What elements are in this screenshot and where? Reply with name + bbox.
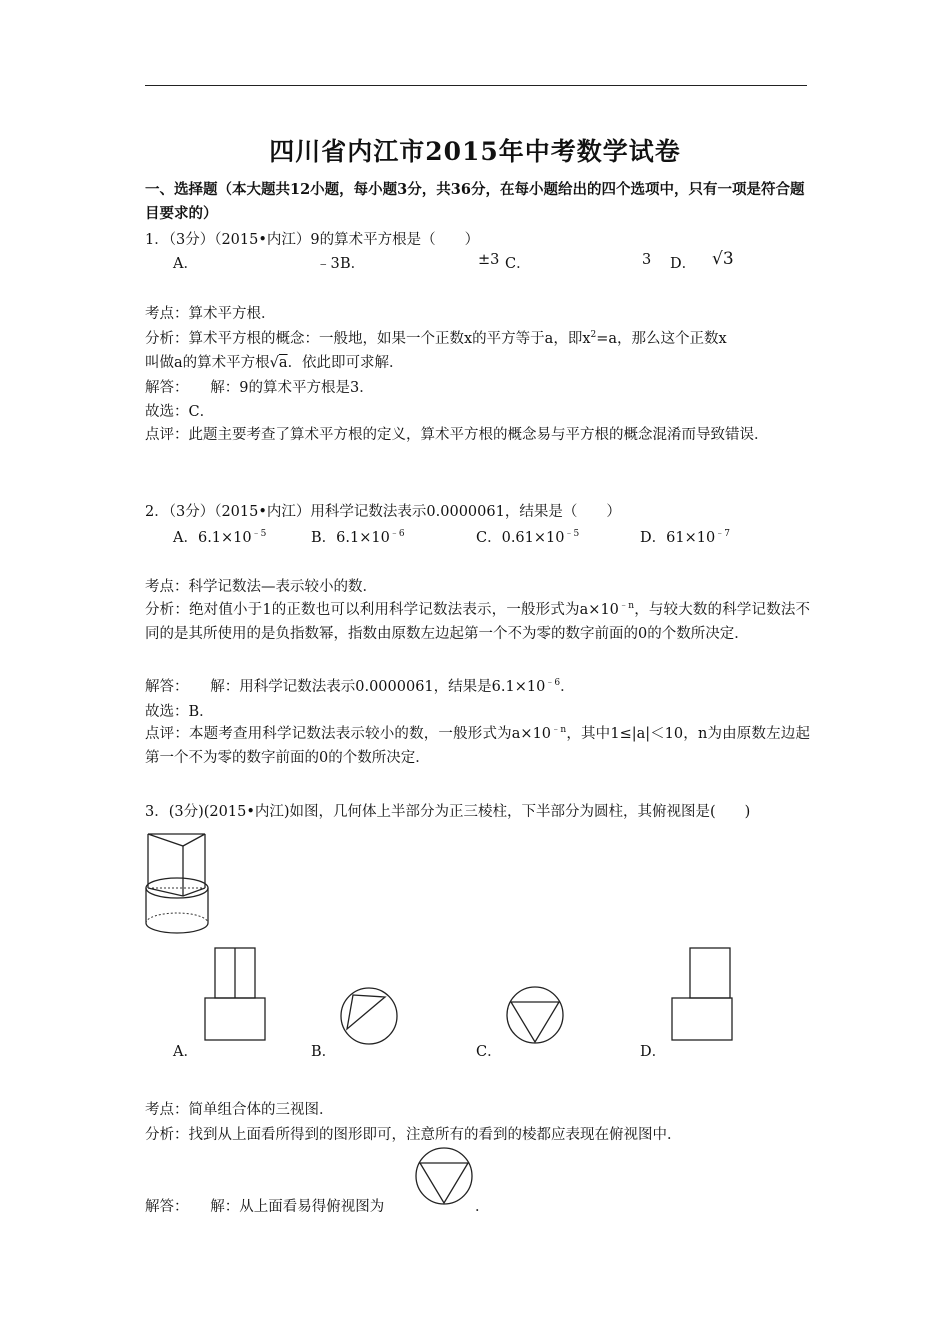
q3-answer-figure [413,1145,475,1207]
q2-jieda: 解答： 解：用科学记数法表示0.0000061，结果是$6.1\times 10^{﹣6}$． [145,678,575,695]
q3-option-b-label: B． [311,1044,337,1060]
q1-dianping: 点评：此题主要考查了算术平方根的定义，算术平方根的概念易与平方根的概念混淆而导致错误． [145,427,769,443]
q2-kaodian: 考点：科学记数法—表示较小的数． [145,579,377,595]
q2-option-c: C．$0.61\times 10^{﹣5}$ [476,529,580,546]
q1-fenxi-line2: 叫做a的算术平方根√a．依此即可求解． [145,355,404,371]
q3-jieda: 解答： 解：从上面看易得俯视图为 [145,1199,385,1215]
header-rule [145,85,807,86]
q1-option-d-value: √3 [712,249,734,269]
q1-option-c-label: C． [505,256,531,272]
q3-option-c-figure [504,984,566,1046]
q3-option-d-label: D． [640,1044,667,1060]
q1-guxuan: 故选：C． [145,404,215,420]
q1-option-a-label: A． [173,256,198,272]
q2-dianping: 点评：本题考查用科学记数法表示较小的数，一般形式为$a\times 10^{﹣n}$，其中1≤|a|＜10，n为由原数左边起第一个不为零的数字前面的0的个数所决定． [145,725,810,766]
page-title: 四川省内江市2015年中考数学试卷 [269,137,681,166]
sqrt-a-symbol: √a [269,355,288,371]
q1-option-c-value: 3 [642,252,652,268]
q1-option-a-value: ﹣3 [316,256,340,272]
q1-jieda: 解答： 解：9的算术平方根是3． [145,380,374,396]
q2-guxuan: 故选：B． [145,704,214,720]
q3-option-d-figure [670,945,736,1045]
q1-fenxi-line1: 分析：算术平方根的概念：一般地，如果一个正数x的平方等于a，即$x^2=a$，那么这个正数x [145,330,727,347]
q3-option-a-label: A． [173,1044,198,1060]
q3-option-a-figure [203,945,267,1045]
q3-fenxi: 分析：找到从上面看所得到的图形即可，注意所有的看到的棱都应表现在俯视图中． [145,1127,682,1143]
q2-stem: 2．（3分）（2015•内江）用科学记数法表示0.0000061，结果是（ ） [145,504,621,520]
q2-fenxi: 分析：绝对值小于1的正数也可以利用科学记数法表示，一般形式为$a\times 10^{﹣n}$，与较大数的科学记数法不同的是其所使用的是负指数幂，指数由原数左边起第一个不为零的数字前面的0的个数所决定． [145,601,811,642]
q3-option-c-label: C． [476,1044,502,1060]
q3-stem: 3．(3分)(2015•内江)如图，几何体上半部分为正三棱柱，下半部分为圆柱，其俯视图是( ) [145,804,751,820]
q2-option-a: A．$6.1\times 10^{﹣5}$ [173,529,267,546]
q2-option-d: D．$61\times 10^{﹣7}$ [640,529,730,546]
q1-option-b-label: B． [340,256,366,272]
section-heading: 一、选择题（本大题共12小题，每小题3分，共36分，在每小题给出的四个选项中，只有一项是符合题目要求的） [145,181,805,222]
q3-option-b-figure [338,985,400,1047]
prism-cylinder-figure [143,830,218,940]
q1-kaodian: 考点：算术平方根． [145,306,276,322]
q1-option-b-value: ±3 [478,252,500,268]
q1-option-d-label: D． [670,256,697,272]
q1-stem: 1．（3分）（2015•内江）9的算术平方根是（ ） [145,232,480,248]
q3-jieda-end: ． [475,1199,490,1215]
q3-kaodian: 考点：简单组合体的三视图． [145,1102,334,1118]
q2-option-b: B．$6.1\times 10^{﹣6}$ [311,529,405,546]
